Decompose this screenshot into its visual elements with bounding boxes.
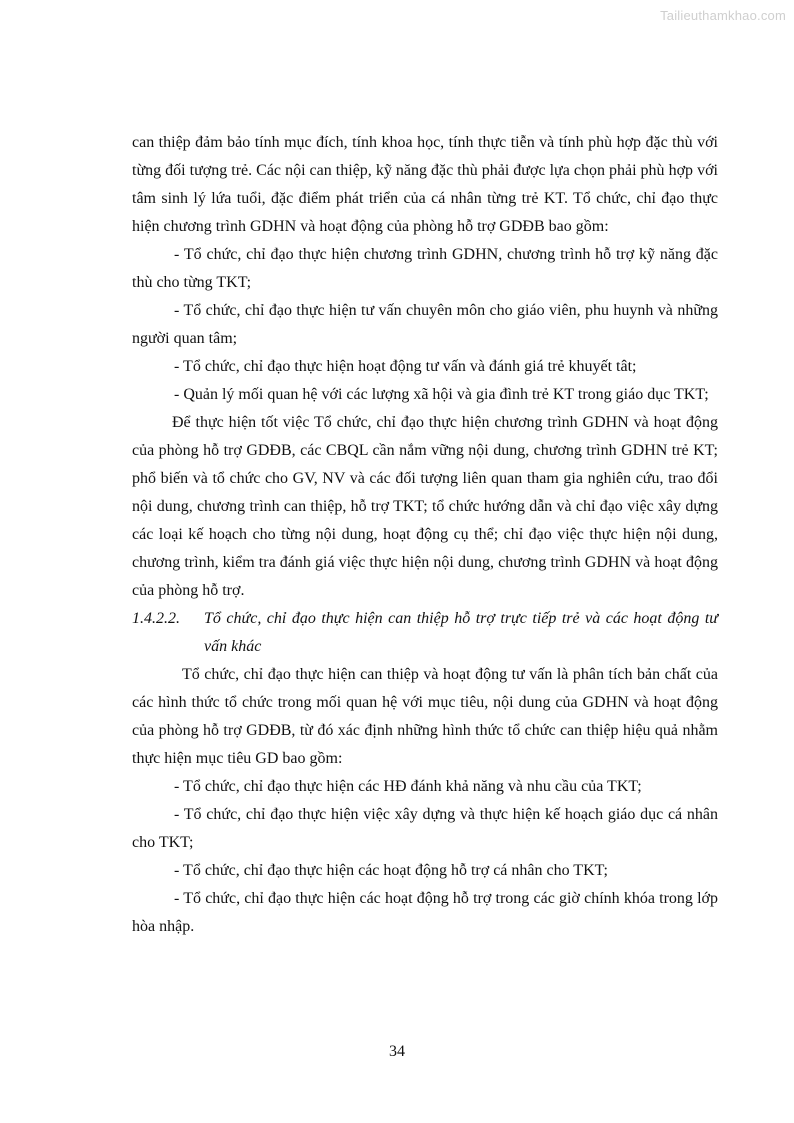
list-item: - Tổ chức, chỉ đạo thực hiện các hoạt động hỗ trợ cá nhân cho TKT; (174, 862, 608, 879)
document-body (132, 129, 718, 941)
paragraph-body: Tổ chức, chỉ đạo thực hiện can thiệp và hoạt động tư vấn là phân tích bản chất của các hình thức tổ chức trong mối quan hệ với mục tiêu, nội dung của GDHN và hoạt động của phòng hỗ trợ GDĐB, từ đó xác định những hình thức tổ chức can thiệp hiệu quả nhằm thực hiện mục tiêu GD bao gồm: (132, 666, 718, 767)
list-item: - Quản lý mối quan hệ với các lượng xã hội và gia đình trẻ KT trong giáo dục TKT; (174, 386, 709, 403)
list-item: - Tổ chức, chỉ đạo thực hiện hoạt động tư vấn và đánh giá trẻ khuyết tât; (174, 358, 637, 375)
list-item: - Tổ chức, chỉ đạo thực hiện chương trình GDHN, chương trình hỗ trợ kỹ năng đặc thù cho từng TKT; (132, 246, 718, 291)
watermark: Tailieuthamkhao.com (660, 8, 786, 23)
paragraph-intro: can thiệp đảm bảo tính mục đích, tính khoa học, tính thực tiễn và tính phù hợp đặc thù với từng đối tượng trẻ. Các nội can thiệp, kỹ năng đặc thù phải được lựa chọn phải phù hợp với tâm sinh lý lứa tuổi, đặc điểm phát triển của cá nhân từng trẻ KT. Tổ chức, chỉ đạo thực hiện chương trình GDHN và hoạt động của phòng hỗ trợ GDĐB bao gồm: (132, 134, 718, 235)
list-item: - Tổ chức, chỉ đạo thực hiện các HĐ đánh khả năng và nhu cầu của TKT; (174, 778, 642, 795)
list-item: - Tổ chức, chỉ đạo thực hiện việc xây dựng và thực hiện kế hoạch giáo dục cá nhân cho TKT; (132, 806, 718, 851)
section-title: Tổ chức, chỉ đạo thực hiện can thiệp hỗ trợ trực tiếp trẻ và các hoạt động tư vấn khác (204, 610, 718, 655)
page-number: 34 (389, 1043, 405, 1060)
list-item: - Tổ chức, chỉ đạo thực hiện tư vấn chuyên môn cho giáo viên, phu huynh và những người quan tâm; (132, 302, 718, 347)
list-item: - Tổ chức, chỉ đạo thực hiện các hoạt động hỗ trợ trong các giờ chính khóa trong lớp hòa nhập. (132, 890, 718, 935)
paragraph-body: Để thực hiện tốt việc Tổ chức, chỉ đạo thực hiện chương trình GDHN và hoạt động của phòng hỗ trợ GDĐB, các CBQL cần nắm vững nội dung, chương trình GDHN trẻ KT; phổ biến và tổ chức cho GV, NV và các đối tượng liên quan tham gia nghiên cứu, trao đổi nội dung, chương trình can thiệp, hỗ trợ TKT; tổ chức hướng dẫn và chỉ đạo việc xây dựng các loại kế hoạch cho từng nội dung, hoạt động cụ thể; chỉ đạo việc thực hiện nội dung, chương trình, kiểm tra đánh giá việc thực hiện nội dung, chương trình GDHN và hoạt động của phòng hỗ trợ. (132, 414, 718, 599)
section-number: 1.4.2.2. (132, 610, 180, 627)
section-heading (132, 605, 718, 661)
